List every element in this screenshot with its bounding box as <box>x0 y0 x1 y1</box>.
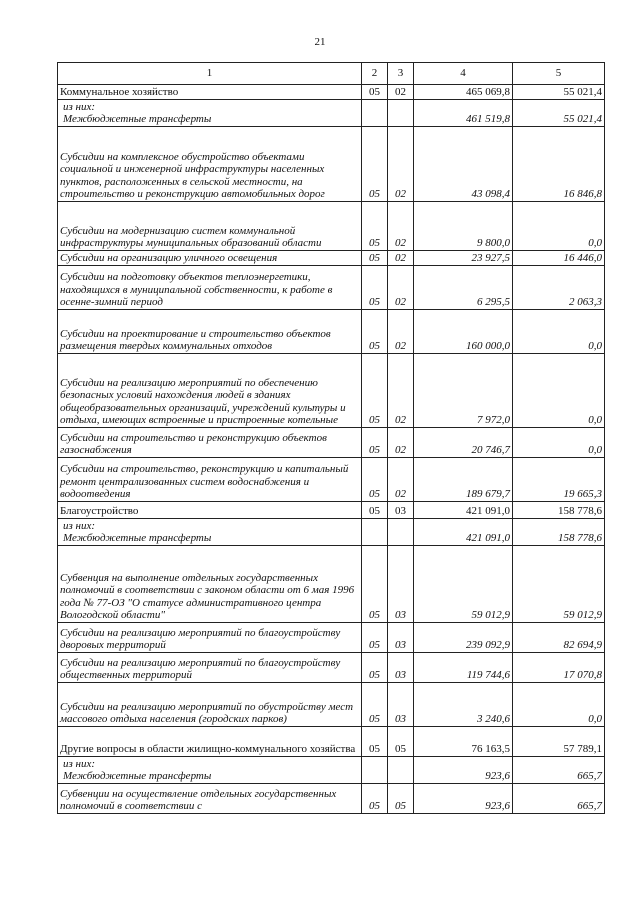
amount-total: 421 091,0 <box>414 502 513 519</box>
amount-total: 189 679,7 <box>414 458 513 502</box>
row-name <box>58 100 362 127</box>
row-name-main: Межбюджетные трансферты <box>63 112 212 125</box>
section-code: 05 <box>362 784 388 814</box>
amount-partial: 0,0 <box>513 683 605 727</box>
amount-total: 461 519,8 <box>414 100 513 127</box>
row-name-prefix: из них: <box>63 100 96 113</box>
row-name: Субсидии на строительство, реконструкцию и капитальный ремонт централизованных систем водоснабжения и водоотведения <box>58 458 362 502</box>
table-row <box>58 127 605 202</box>
amount-partial: 665,7 <box>513 784 605 814</box>
section-row <box>58 502 605 519</box>
amount-partial: 0,0 <box>513 354 605 428</box>
section-code: 05 <box>362 623 388 653</box>
row-name: Благоустройство <box>58 502 362 519</box>
subsection-code: 05 <box>388 727 414 757</box>
subsection-code <box>388 757 414 784</box>
amount-partial: 158 778,6 <box>513 502 605 519</box>
row-name <box>58 757 362 784</box>
row-name: Субсидии на строительство и реконструкцию объектов газоснабжения <box>58 428 362 458</box>
subsection-code: 02 <box>388 251 414 266</box>
subsection-code: 03 <box>388 623 414 653</box>
amount-partial: 57 789,1 <box>513 727 605 757</box>
table-row <box>58 354 605 428</box>
subtotal-row <box>58 757 605 784</box>
section-code: 05 <box>362 85 388 100</box>
column-header: 1 <box>58 63 362 85</box>
table-row <box>58 251 605 266</box>
row-name: Субсидии на модернизацию систем коммунальной инфраструктуры муниципальных образований области <box>58 202 362 251</box>
amount-total: 239 092,9 <box>414 623 513 653</box>
amount-partial: 2 063,3 <box>513 266 605 310</box>
row-name: Субвенция на выполнение отдельных государственных полномочий в соответствии с законом области от 6 мая 1996 года № 77-ОЗ "О статусе административного центра Вологодской области" <box>58 546 362 623</box>
amount-partial: 55 021,4 <box>513 100 605 127</box>
amount-total: 160 000,0 <box>414 310 513 354</box>
table-row <box>58 653 605 683</box>
amount-partial: 158 778,6 <box>513 519 605 546</box>
amount-partial: 0,0 <box>513 310 605 354</box>
amount-partial: 16 846,8 <box>513 127 605 202</box>
section-code <box>362 519 388 546</box>
subsection-code: 02 <box>388 127 414 202</box>
section-code: 05 <box>362 266 388 310</box>
table-row <box>58 266 605 310</box>
amount-partial: 82 694,9 <box>513 623 605 653</box>
amount-partial: 665,7 <box>513 757 605 784</box>
amount-partial: 0,0 <box>513 428 605 458</box>
subsection-code: 03 <box>388 546 414 623</box>
row-name: Субсидии на реализацию мероприятий по благоустройству дворовых территорий <box>58 623 362 653</box>
row-name-main: Межбюджетные трансферты <box>63 769 212 782</box>
row-name: Субсидии на организацию уличного освещения <box>58 251 362 266</box>
table-row <box>58 310 605 354</box>
amount-total: 76 163,5 <box>414 727 513 757</box>
section-code: 05 <box>362 251 388 266</box>
amount-partial: 19 665,3 <box>513 458 605 502</box>
amount-total: 9 800,0 <box>414 202 513 251</box>
amount-partial: 16 446,0 <box>513 251 605 266</box>
amount-total: 59 012,9 <box>414 546 513 623</box>
column-header: 4 <box>414 63 513 85</box>
section-row <box>58 727 605 757</box>
table-row <box>58 784 605 814</box>
amount-total: 20 746,7 <box>414 428 513 458</box>
row-name: Субсидии на реализацию мероприятий по благоустройству общественных территорий <box>58 653 362 683</box>
section-code: 05 <box>362 354 388 428</box>
table-row <box>58 623 605 653</box>
amount-partial: 0,0 <box>513 202 605 251</box>
subsection-code: 02 <box>388 266 414 310</box>
row-name <box>58 519 362 546</box>
amount-total: 923,6 <box>414 784 513 814</box>
subsection-code: 03 <box>388 683 414 727</box>
column-header: 2 <box>362 63 388 85</box>
row-name-prefix: из них: <box>63 519 96 532</box>
amount-partial: 17 070,8 <box>513 653 605 683</box>
section-code: 05 <box>362 310 388 354</box>
table-row <box>58 428 605 458</box>
amount-partial: 59 012,9 <box>513 546 605 623</box>
amount-total: 119 744,6 <box>414 653 513 683</box>
section-row <box>58 85 605 100</box>
row-name: Субсидии на реализацию мероприятий по обустройству мест массового отдыха населения (городских парков) <box>58 683 362 727</box>
amount-total: 23 927,5 <box>414 251 513 266</box>
row-name: Субсидии на подготовку объектов теплоэнергетики, находящихся в муниципальной собственности, к работе в осенне-зимний период <box>58 266 362 310</box>
section-code: 05 <box>362 502 388 519</box>
section-code: 05 <box>362 127 388 202</box>
table-row <box>58 458 605 502</box>
section-code: 05 <box>362 428 388 458</box>
budget-table <box>57 62 605 814</box>
amount-total: 3 240,6 <box>414 683 513 727</box>
subsection-code: 03 <box>388 653 414 683</box>
row-name: Коммунальное хозяйство <box>58 85 362 100</box>
amount-total: 465 069,8 <box>414 85 513 100</box>
row-name: Другие вопросы в области жилищно-коммунального хозяйства <box>58 727 362 757</box>
row-name: Субвенции на осуществление отдельных государственных полномочий в соответствии с <box>58 784 362 814</box>
column-header: 5 <box>513 63 605 85</box>
section-code: 05 <box>362 458 388 502</box>
section-code <box>362 757 388 784</box>
row-name: Субсидии на проектирование и строительство объектов размещения твердых коммунальных отходов <box>58 310 362 354</box>
table-row <box>58 202 605 251</box>
subtotal-row <box>58 100 605 127</box>
table-row <box>58 683 605 727</box>
subsection-code <box>388 100 414 127</box>
subsection-code <box>388 519 414 546</box>
section-code: 05 <box>362 653 388 683</box>
table-header-row <box>58 63 605 85</box>
amount-total: 6 295,5 <box>414 266 513 310</box>
row-name: Субсидии на комплексное обустройство объектами социальной и инженерной инфраструктуры населенных пунктов, расположенных в сельской местности, на строительство и реконструкцию автомобильных дорог <box>58 127 362 202</box>
row-name: Субсидии на реализацию мероприятий по обеспечению безопасных условий нахождения людей в зданиях общеобразовательных организаций, учреждений культуры и отдыха, имеющих встроенные и пристроенные котельные <box>58 354 362 428</box>
section-code <box>362 100 388 127</box>
section-code: 05 <box>362 202 388 251</box>
amount-total: 7 972,0 <box>414 354 513 428</box>
section-code: 05 <box>362 727 388 757</box>
subsection-code: 03 <box>388 502 414 519</box>
subsection-code: 02 <box>388 354 414 428</box>
amount-total: 43 098,4 <box>414 127 513 202</box>
subsection-code: 02 <box>388 202 414 251</box>
row-name-main: Межбюджетные трансферты <box>63 531 212 544</box>
row-name-prefix: из них: <box>63 757 96 770</box>
table-row <box>58 546 605 623</box>
section-code: 05 <box>362 546 388 623</box>
subsection-code: 02 <box>388 310 414 354</box>
column-header: 3 <box>388 63 414 85</box>
amount-partial: 55 021,4 <box>513 85 605 100</box>
subsection-code: 02 <box>388 428 414 458</box>
amount-total: 923,6 <box>414 757 513 784</box>
page-number: 21 <box>314 36 326 48</box>
subsection-code: 02 <box>388 458 414 502</box>
section-code: 05 <box>362 683 388 727</box>
subsection-code: 05 <box>388 784 414 814</box>
subtotal-row <box>58 519 605 546</box>
subsection-code: 02 <box>388 85 414 100</box>
amount-total: 421 091,0 <box>414 519 513 546</box>
